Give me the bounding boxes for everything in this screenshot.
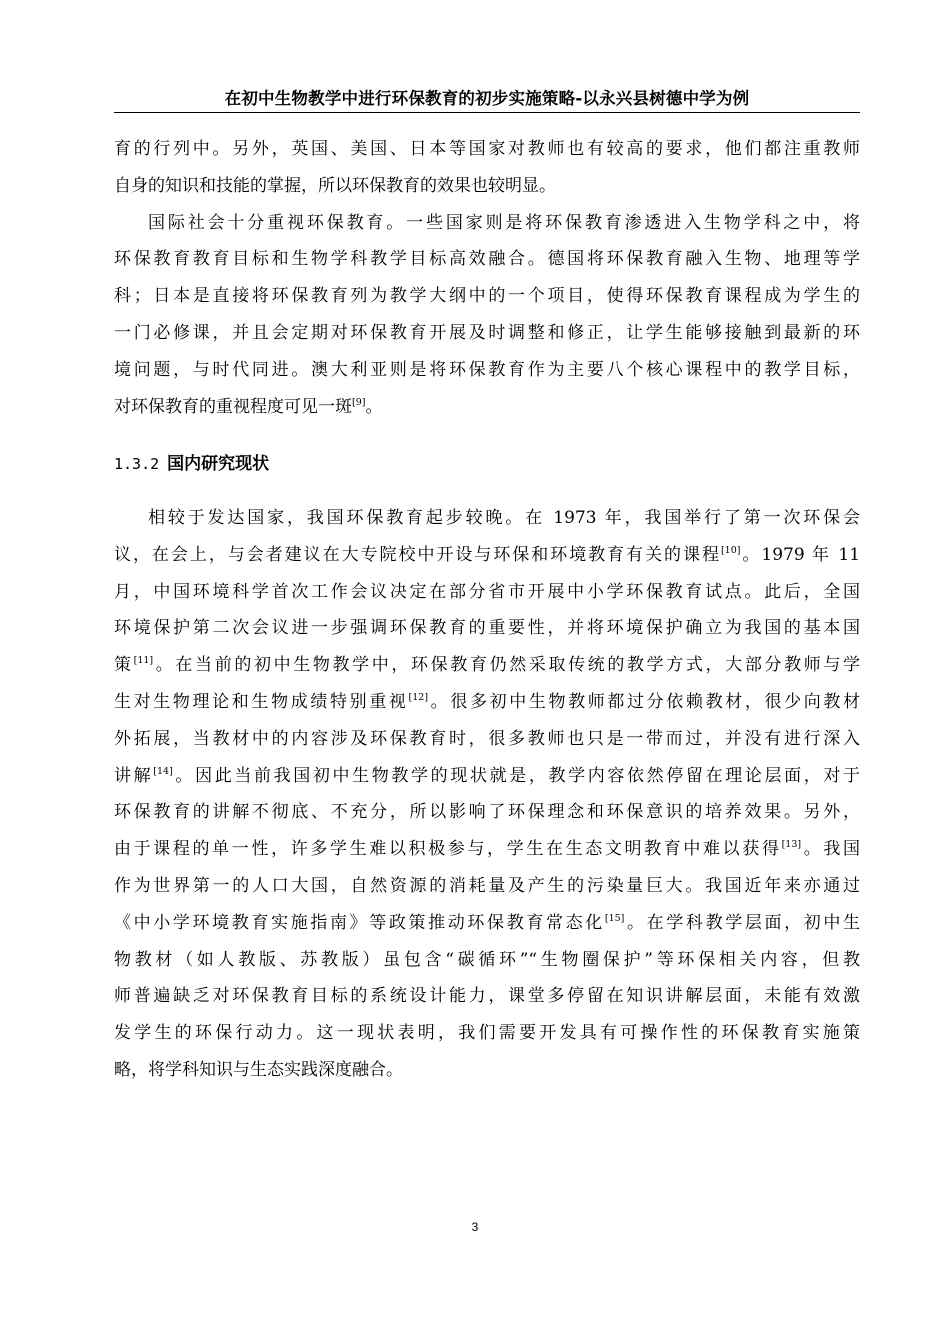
text-line: 月，中国环境科学首次工作会议决定在部分省市开展中小学环保教育试点。此后，全国 (114, 581, 860, 602)
text-segment: 。在当前的初中生物教学中，环保教育仍然采取传统的教学方式，大部分教师与学 (153, 655, 861, 676)
citation-marker: [11] (133, 655, 154, 667)
text-line: 物教材（如人教版、苏教版）虽包含“碳循环”“生物圈保护”等环保相关内容，但教 (114, 949, 860, 970)
text-line: 一门必修课，并且会定期对环保教育开展及时调整和修正，让学生能够接触到最新的环 (114, 322, 860, 343)
text-line: 育的行列中。另外，英国、美国、日本等国家对教师也有较高的要求，他们都注重教师 (114, 139, 860, 159)
section-heading (114, 452, 269, 476)
text-line (114, 831, 860, 868)
citation-marker: [10] (720, 544, 741, 556)
page-number: 3 (471, 1220, 479, 1234)
text-line: 相较于发达国家，我国环保教育起步较晚。在 1973 年，我国举行了第一次环保会 (148, 508, 860, 528)
text-segment: 。在学科教学层面，初中生 (624, 912, 861, 933)
text-line: 师普遍缺乏对环保教育目标的系统设计能力，课堂多停留在知识讲解层面，未能有效激 (114, 986, 860, 1007)
citation-marker: [15] (604, 912, 625, 924)
text-line (114, 537, 860, 574)
body-block-international (114, 131, 860, 425)
text-segment: 。我国 (801, 839, 861, 860)
citation-marker: [14] (153, 765, 173, 777)
citation-marker: [13] (781, 839, 802, 851)
text-segment: 议，在会上，与会者建议在大专院校中开设与环保和环境教育有关的课程 (114, 544, 721, 565)
text-segment: 。 (365, 396, 383, 417)
text-segment: 。因此当前我国初中生物教学的现状就是，教学内容依然停留在理论层面，对于 (172, 765, 861, 786)
text-line: 作为世界第一的人口大国，自然资源的消耗量及产生的污染量巨大。我国近年来亦通过 (114, 875, 860, 896)
body-block-domestic (114, 500, 860, 1089)
text-line: 外拓展，当教材中的内容涉及环保教育时，很多教师也只是一带而过，并没有进行深入 (114, 728, 860, 749)
text-line (114, 905, 860, 942)
text-line: 环境保护第二次会议进一步强调环保教育的重要性，并将环境保护确立为我国的基本国 (114, 618, 860, 639)
text-line (114, 647, 860, 684)
text-line: 环保教育教育目标和生物学科教学目标高效融合。德国将环保教育融入生物、地理等学 (114, 249, 860, 270)
text-line: 科；日本是直接将环保教育列为教学大纲中的一个项目，使得环保教育课程成为学生的 (114, 286, 860, 307)
text-line (114, 389, 860, 426)
text-line: 发学生的环保行动力。这一现状表明，我们需要开发具有可操作性的环保教育实施策 (114, 1023, 860, 1044)
text-line: 自身的知识和技能的掌握，所以环保教育的效果也较明显。 (114, 175, 556, 196)
text-segment: 由于课程的单一性，许多学生难以积极参与，学生在生态文明教育中难以获得 (114, 839, 782, 860)
text-line: 国际社会十分重视环保教育。一些国家则是将环保教育渗透进入生物学科之中，将 (148, 212, 860, 233)
text-segment: 。1979 年 11 (740, 544, 861, 565)
citation-marker: [9] (352, 396, 366, 408)
citation-marker: [12] (408, 691, 429, 703)
header-divider (114, 112, 860, 113)
section-number: 1.3.2 (114, 455, 160, 473)
text-line: 境问题，与时代同进。澳大利亚则是将环保教育作为主要八个核心课程中的教学目标， (114, 359, 860, 380)
text-segment: 讲解 (114, 765, 154, 786)
text-segment: 策 (114, 655, 134, 676)
running-header: 在初中生物教学中进行环保教育的初步实施策略-以永兴县树德中学为例 (224, 89, 750, 108)
section-title: 国内研究现状 (167, 454, 270, 474)
text-segment: 。很多初中生物教师都过分依赖教材，很少向教材 (428, 691, 861, 712)
text-line: 略，将学科知识与生态实践深度融合。 (114, 1059, 403, 1080)
text-segment: 生对生物理论和生物成绩特别重视 (114, 691, 409, 712)
text-line (114, 758, 860, 795)
text-line (114, 684, 860, 721)
text-segment: 对环保教育的重视程度可见一斑 (114, 396, 352, 417)
text-segment: 《中小学环境教育实施指南》等政策推动环保教育常态化 (114, 912, 605, 933)
text-line: 环保教育的讲解不彻底、不充分，所以影响了环保理念和环保意识的培养效果。另外， (114, 802, 860, 823)
